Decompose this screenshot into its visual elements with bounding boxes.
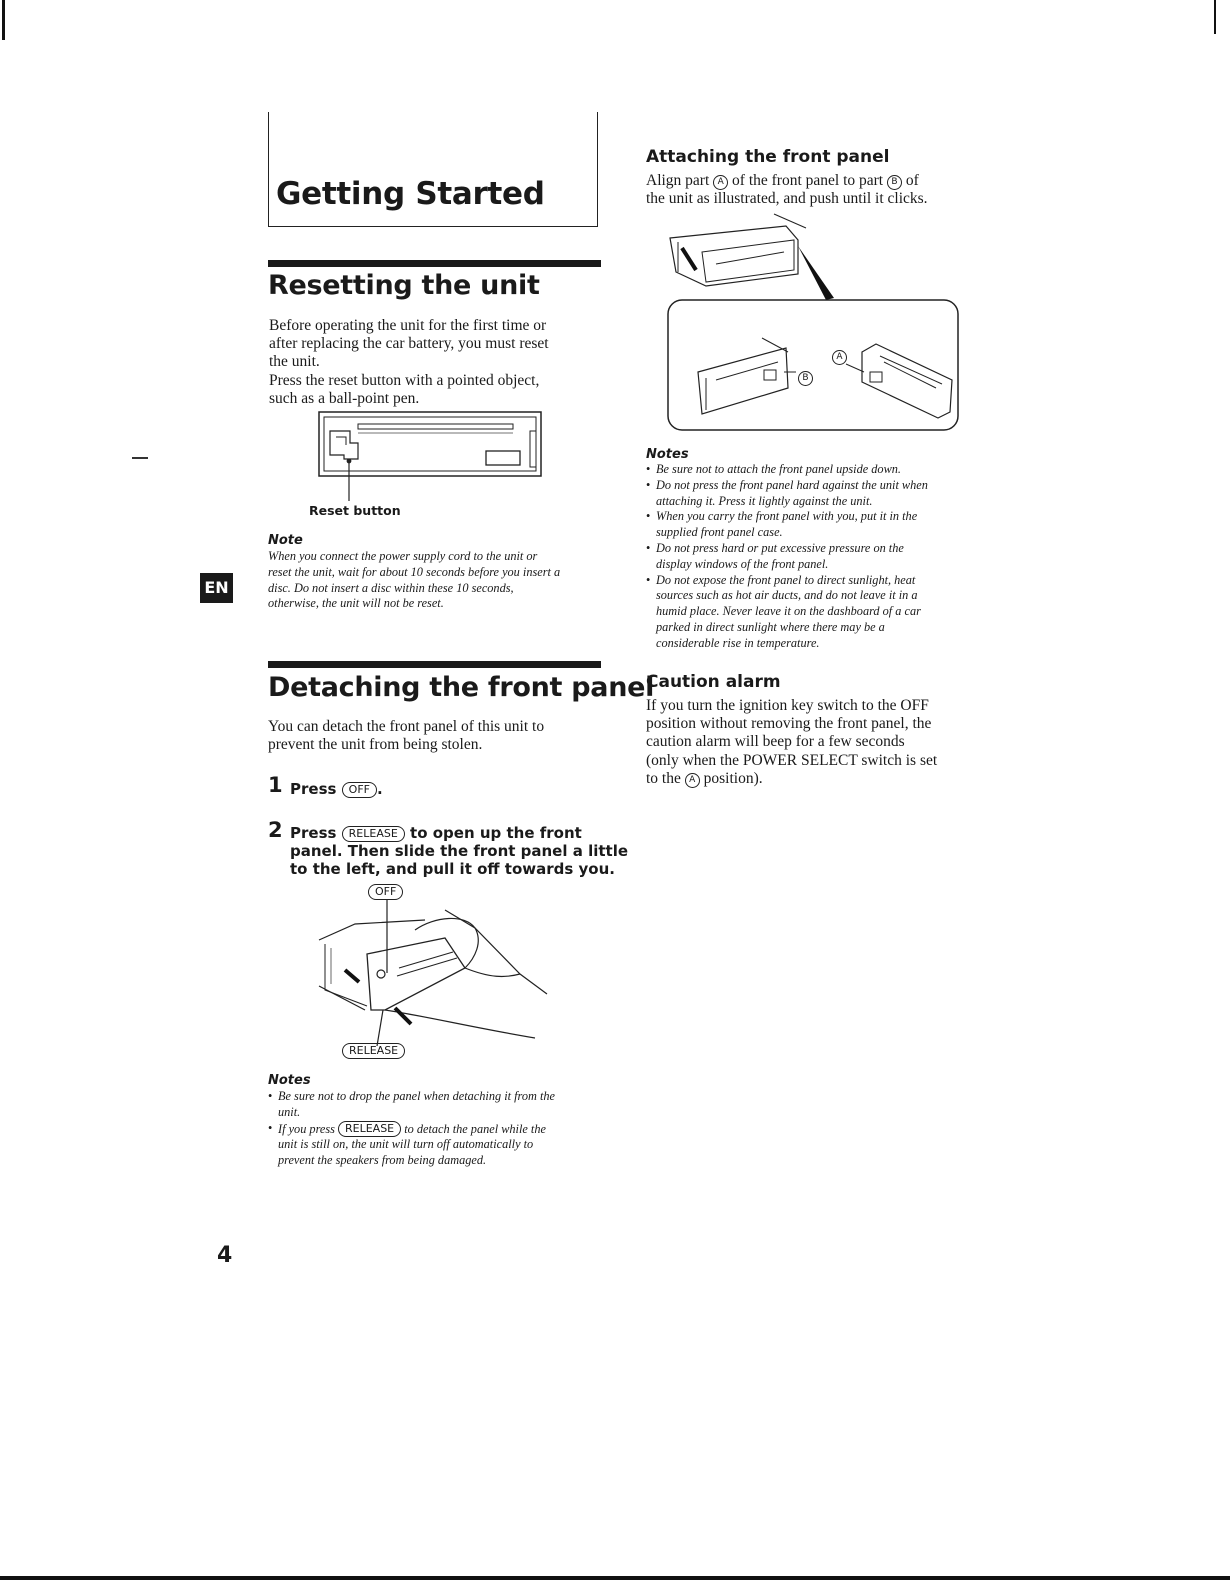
attaching-notes [646,462,986,652]
text-line: • Be sure not to attach the front panel upside down. [656,462,902,476]
text-line: attaching it. Press it lightly against the unit. [656,493,873,508]
text-line: panel. Then slide the front panel a little [290,842,629,860]
step-1-number: 1 [268,773,283,797]
note-item [268,1089,608,1121]
note-item [646,462,986,478]
language-badge: EN [200,573,233,603]
scan-edge-mark [1214,0,1216,34]
text-line: of the front panel to part [732,172,884,189]
figure-part-a-label: A [832,350,847,365]
text-line: display windows of the front panel. [656,556,829,571]
text-line: supplied front panel case. [656,525,783,540]
detaching-notes-title: Notes [268,1073,311,1088]
text-line: to the [646,769,681,787]
text-line: to detach the panel while the [404,1121,546,1136]
detaching-intro [268,718,544,754]
figure-part-b-label: B [798,371,813,386]
text-line: after replacing the car battery, you must reset [269,335,549,353]
step-2-text [290,824,628,878]
text-line: • Do not press hard or put excessive pressure on the [656,540,904,555]
off-key: OFF [342,782,377,798]
scan-bottom-edge [0,1576,1230,1580]
note-item [646,478,986,510]
part-a-symbol: A [685,773,700,788]
section-heading-attaching: Attaching the front panel [646,147,890,167]
scan-edge-mark [2,0,5,40]
text-line: • When you carry the front panel with you, put it in the [656,509,918,524]
page-title: Getting Started [276,176,545,212]
section-rule [268,661,601,668]
scan-dash-mark [132,457,148,459]
text-line: position without removing the front panel, the [646,715,932,733]
note-item [646,573,986,652]
text-line: prevent the unit from being stolen. [268,736,483,754]
text-line: otherwise, the unit will not be reset. [268,596,444,611]
text-line: humid place. Never leave it on the dashboard of a car [656,604,921,619]
attaching-notes-title: Notes [646,447,689,462]
section-heading-resetting: Resetting the unit [268,270,540,301]
text-line: considerable rise in temperature. [656,635,820,650]
page-number: 4 [217,1243,233,1268]
resetting-paragraph-2 [269,372,539,408]
text-line: position). [703,769,763,787]
text-line: Press the reset button with a pointed object, [269,372,540,389]
step-2-prefix: Press [290,824,337,842]
release-key: RELEASE [338,1121,401,1137]
resetting-note-title: Note [268,533,303,548]
text-line: unit. [278,1104,301,1119]
text-line: sources such as hot air ducts, and do not leave it in a [656,588,918,603]
text-line: If you press [278,1121,335,1136]
resetting-note-text [268,549,560,612]
text-line: parked in direct sunlight where there may be a [656,619,885,634]
resetting-paragraph-1 [269,317,549,372]
text-line: unit is still on, the unit will turn off automatically to [278,1137,534,1152]
text-line: caution alarm will beep for a few seconds [646,733,905,751]
text-line: reset the unit, wait for about 10 seconds before you insert a [268,564,561,579]
text-line: Align part [646,172,710,189]
text-line: • Do not expose the front panel to direct sunlight, heat [656,572,916,587]
part-a-symbol: A [713,175,728,190]
text-line: disc. Do not insert a disc within these 10 seconds, [268,580,514,595]
text-line: If you turn the ignition key switch to the OFF [646,697,929,714]
text-line: When you connect the power supply cord to the unit or [268,549,538,563]
step-1-text [290,780,383,798]
attach-front-panel-illustration [666,212,962,434]
section-heading-caution: Caution alarm [646,672,781,692]
text-line: prevent the speakers from being damaged. [278,1153,487,1168]
text-line: You can detach the front panel of this unit to [268,718,545,735]
text-line: • Be sure not to drop the panel when detaching it from the [278,1089,555,1103]
part-b-symbol: B [887,175,902,190]
note-item [646,541,986,573]
note-item [646,509,986,541]
text-line: (only when the POWER SELECT switch is set [646,751,938,769]
reset-button-label: Reset button [309,503,401,518]
text-line: the unit. [269,353,320,371]
figure-release-label: RELEASE [342,1043,405,1059]
section-heading-detaching: Detaching the front panel [268,672,655,703]
caution-paragraph [646,697,937,788]
text-line: • Do not press the front panel hard against the unit when [656,477,928,492]
text-line: of [905,172,919,189]
detach-front-panel-illustration [315,898,555,1048]
text-line: to open up the front [410,824,582,842]
step-1-suffix: . [376,780,383,798]
step-1-label: Press [290,780,337,798]
section-rule [268,260,601,267]
reset-button-illustration [318,411,543,503]
text-line: such as a ball-point pen. [269,390,420,408]
text-line: to the left, and pull it off towards you. [290,860,615,878]
figure-off-label: OFF [368,884,403,900]
attaching-paragraph [646,172,928,208]
note-item [268,1121,608,1169]
text-line: the unit as illustrated, and push until it clicks. [646,190,928,208]
text-line: Before operating the unit for the first time or [269,317,547,334]
step-2-number: 2 [268,818,283,842]
release-key: RELEASE [342,826,405,842]
detaching-notes [268,1089,608,1169]
